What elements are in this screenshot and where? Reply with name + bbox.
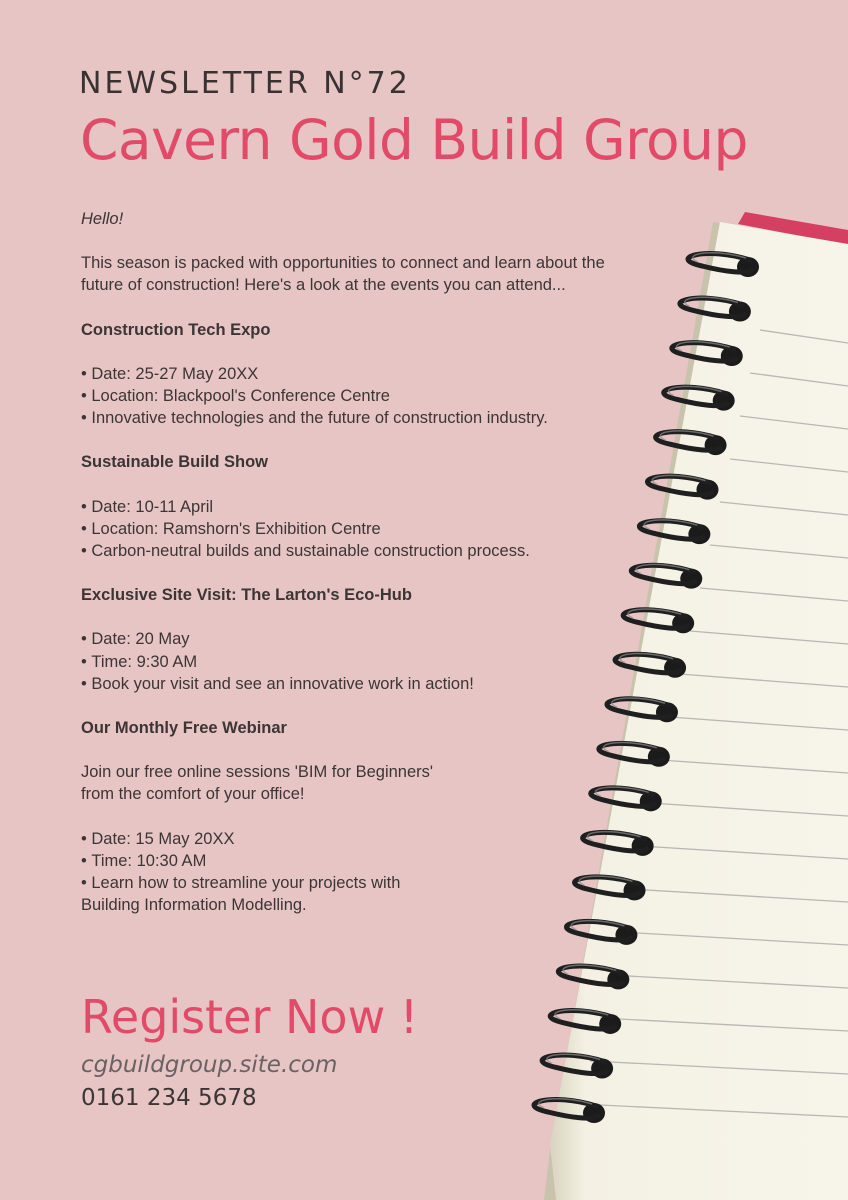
- register-cta[interactable]: Register Now !: [81, 990, 419, 1044]
- newsletter-kicker: NEWSLETTER N°72: [79, 66, 411, 101]
- intro-paragraph: This season is packed with opportunities to connect and learn about the future of construction! Here's a look at the events you can attend...: [81, 254, 605, 295]
- event-title-build-show: Sustainable Build Show: [81, 453, 269, 472]
- event-detail: • Date: 25-27 May 20XX: [81, 363, 621, 385]
- event-detail: • Book your visit and see an innovative work in action!: [81, 673, 621, 695]
- event-detail: • Time: 9:30 AM: [81, 651, 621, 673]
- event-detail: • Date: 10-11 April: [81, 496, 621, 518]
- webinar-description-line2: from the comfort of your office!: [81, 785, 305, 804]
- event-title-tech-expo: Construction Tech Expo: [81, 320, 271, 339]
- phone-number: 0161 234 5678: [81, 1085, 257, 1111]
- event-detail: • Carbon-neutral builds and sustainable construction process.: [81, 540, 621, 562]
- notebook-page: [550, 222, 848, 1200]
- event-detail: • Innovative technologies and the future of construction industry.: [81, 407, 621, 429]
- event-title-site-visit: Exclusive Site Visit: The Larton's Eco-Hub: [81, 586, 412, 605]
- spiral-notebook-image: [520, 200, 848, 1200]
- event-detail: • Location: Blackpool's Conference Centre: [81, 385, 621, 407]
- webinar-detail: • Date: 15 May 20XX: [81, 828, 426, 850]
- webinar-detail: • Learn how to streamline your projects with Building Information Modelling.: [81, 872, 426, 916]
- webinar-details: [81, 828, 426, 917]
- website-link[interactable]: cgbuildgroup.site.com: [81, 1052, 338, 1078]
- event-detail: • Location: Ramshorn's Exhibition Centre: [81, 518, 621, 540]
- webinar-title: Our Monthly Free Webinar: [81, 719, 287, 738]
- event-detail: • Date: 20 May: [81, 628, 621, 650]
- webinar-description-line1: Join our free online sessions 'BIM for Beginners': [81, 763, 434, 782]
- greeting: Hello!: [81, 210, 124, 228]
- webinar-detail: • Time: 10:30 AM: [81, 850, 426, 872]
- newsletter-title: Cavern Gold Build Group: [80, 108, 748, 172]
